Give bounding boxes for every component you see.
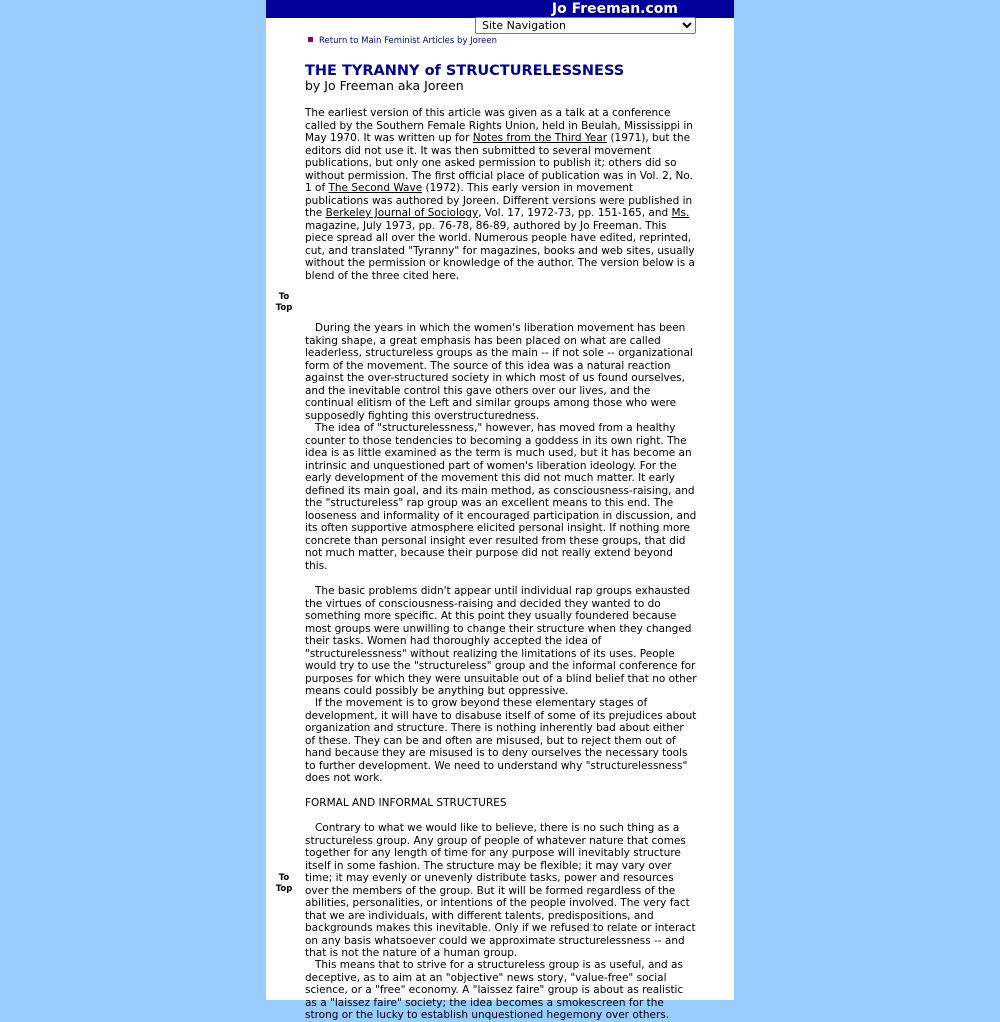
article-paragraph-4: If the movement is to grow beyond these elementary stages of development, it will have to disabuse itself of some of its prejudices about organization and structure. There is nothing inherently bad about either of these. They can be and often are misused, but to reject them out of hand because they are misused is to deny ourselves the necessary tools to further development. We need to understand why "structurelessness" does not work. — [305, 697, 697, 784]
intro-text-1: The earliest version of this article was given as a talk at a conference called by the Southern Female Rights Union, held in Beulah, Mississippi in May 1970. It was written up for — [305, 107, 693, 144]
return-link-row — [308, 36, 497, 47]
intro-text-3: (1972). This early version in movement publications was authored by Joreen. Different versions were published in the — [305, 182, 693, 219]
article-paragraph-2: The idea of "structurelessness," however, has moved from a healthy counter to those tendencies to becoming a goddess in its own right. The idea is as little examined as the term is much used, but it has become an intrinsic and unquestioned part of women's liberation ideology. For the early development of the movement this did not much matter. It early defined its main goal, and its main method, as consciousness-raising, and the "structureless" rap group was an excellent means to this end. The looseness and informality of it encouraged participation in discussion, and its often supportive atmosphere elicited personal insight. If nothing more concrete than personal insight ever resulted from these groups, that did not much matter, because their purpose did not really extend beyond this. — [305, 422, 697, 572]
site-navigation-select[interactable] — [475, 17, 696, 34]
article-paragraph-3: The basic problems didn't appear until individual rap groups exhausted the virtues of consciousness-raising and decided they wanted to do something more specific. At this point they usually foundered because most groups were unwilling to change their structure when they changed their tasks. Women had thoroughly accepted the idea of "structurelessness" without realizing the limitations of its uses. People would try to use the "structureless" group and the informal conference for purposes for which they were unsuitable out of a blind belief that no other means could possibly be anything but oppressive. — [305, 585, 697, 697]
article-paragraph-1: During the years in which the women's liberation movement has been taking shape, a great emphasis has been placed on what are called leaderless, structureless groups as the main -- if not sole -- organizational form of the movement. The source of this idea was a natural reaction against the over-structured society in which most of us found ourselves, and the inevitable control this gave others over our lives, and the continual elitism of the Left and similar groups among those who were supposedly fighting this overstructuredness. — [305, 322, 693, 422]
notes-from-third-year-link[interactable]: Notes from the Third Year — [472, 132, 608, 144]
to-top-link[interactable] — [266, 292, 302, 313]
berkeley-journal-link[interactable]: Berkeley Journal of Sociology — [325, 207, 479, 219]
ms-magazine-link[interactable]: Ms. — [671, 207, 690, 219]
article-title: THE TYRANNY of STRUCTURELESSNESS — [305, 63, 625, 79]
intro-text-5: magazine, July 1973, pp. 76-78, 86-89, authored by Jo Freeman. This piece spread all over the world. Numerous people have edited, reprinted, cut, and translated "Tyranny" for magazines, books and web sites, usually without the permission or knowledge of the author. The version below is a blend of the three cited here. — [305, 219, 695, 282]
return-to-feminist-articles-link[interactable]: Return to Main Feminist Articles by Joreen — [319, 36, 498, 46]
site-header-bar — [266, 0, 734, 18]
bullet-icon — [308, 37, 313, 42]
to-top-label-line2: Top — [275, 302, 293, 313]
intro-paragraph — [305, 107, 697, 282]
article-paragraph-6: This means that to strive for a structureless group is as useful, and as deceptive, as to aim at an "objective" news story, "value-free" social science, or a "free" economy. A "laissez faire" group is about as realistic as a "laissez faire" society; the idea becomes a smokescreen for the strong or the lucky to establish unquestioned hegemony over others. — [305, 959, 684, 1021]
page-content — [266, 0, 734, 1021]
article-paragraph-5: Contrary to what we would like to believe, there is no such thing as a structureless group. Any group of people of whatever nature that comes together for any length of time for any purpose will inevitably structure itself in some fashion. The structure may be flexible; it may vary over time; it may evenly or unevenly distribute tasks, power and resources over the members of the group. But it will be formed regardless of the abilities, personalities, or intentions of the people involved. The very fact that we are individuals, with different talents, predispositions, and backgrounds makes this inevitable. Only if we refused to relate or interact on any basis whatsoever could we approximate structurelessness -- and that is not the nature of a human group. — [305, 822, 696, 959]
intro-text-4: , Vol. 17, 1972-73, pp. 151-165, and — [478, 207, 672, 219]
to-top-label-line2: Top — [275, 883, 293, 894]
site-title[interactable]: Jo Freeman.com — [551, 1, 678, 17]
second-wave-link[interactable]: The Second Wave — [328, 182, 423, 194]
article-byline: by Jo Freeman aka Joreen — [305, 78, 464, 93]
intro-text-2: (1971), but the editors did not use it. It was then submitted to several movement publications, but only one asked permission to publish it; others did so without permission. The first official place of publication was in Vol. 2, No. 1 of — [305, 132, 693, 194]
to-top-link[interactable] — [266, 873, 302, 894]
to-top-label-line1: To — [278, 292, 290, 302]
section-heading: FORMAL AND INFORMAL STRUCTURES — [305, 797, 507, 809]
to-top-label-line1: To — [278, 873, 290, 883]
